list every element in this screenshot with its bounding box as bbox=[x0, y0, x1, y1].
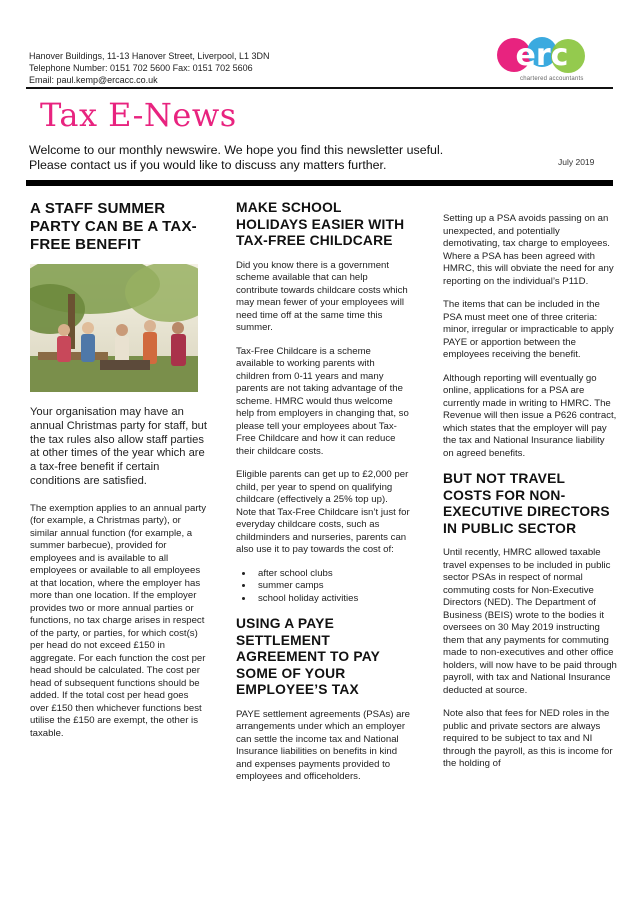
column-1 bbox=[30, 200, 208, 751]
logo-wordmark: erc bbox=[515, 38, 569, 73]
psa-paragraph-4: Although reporting will eventually go online, applications for a PSA are currently made in writing to HMRC. The Revenue will then issue a P626 contract, which states that the employer will pay the tax and National Insurance liability on agreed benefits. bbox=[443, 372, 617, 459]
contact-block bbox=[29, 50, 269, 86]
header-rule bbox=[26, 87, 613, 89]
email-line[interactable]: Email: paul.kemp@ercacc.co.uk bbox=[29, 75, 158, 85]
article-heading-summer-party: A STAFF SUMMER PARTY CAN BE A TAX-FREE BENEFIT bbox=[30, 200, 197, 253]
article-heading-paye: USING A PAYE SETTLEMENT AGREEMENT TO PAY SOME OF YOUR EMPLOYEE’S TAX bbox=[236, 616, 380, 697]
travel-paragraph-2: Note also that fees for NED roles in the public and private sectors are always required to be subject to tax and NI through the payroll, as this is income for the holding of bbox=[443, 708, 613, 769]
list-item: • after school clubs bbox=[254, 568, 410, 581]
paye-paragraph-1: PAYE settlement agreements (PSAs) are arrangements under which an employer can settle the income tax and National Insurance liabilities on benefits in kind and expenses payments provided to employees and officeholders. bbox=[236, 708, 411, 782]
childcare-paragraph-1: Did you know there is a government scheme available that can help contribute towards childcare costs which may mean fewer of your employees will need time off at the same time this summer. bbox=[236, 259, 408, 333]
childcare-paragraph-3: Eligible parents can get up to £2,000 per child, per year to spend on qualifying childcare (effectively a 25% top up). Note that Tax-Free Childcare isn’t just for everyday childcare costs, such as childminders and nurseries, parents can also use it to pay towards the cost of: bbox=[236, 469, 410, 555]
column-2 bbox=[236, 200, 410, 795]
travel-paragraph-1: Until recently, HMRC allowed taxable travel expenses to be included in public sector PSAs in respect of normal commuting costs for Non-Executive Directors (NED). The Department of Business (BEIS) wrote to the bodies it oversees on 30 May 2019 instructing them that any payments for commuting made to non-executives and other office holders, will now have to be paid through payroll, with tax and National Insurance deducted at source. bbox=[443, 547, 617, 696]
psa-paragraph-3: The items that can be included in the PSA must meet one of three criteria: minor, irregular or impracticable to apply PAYE or apportion between the employees receiving the benefit. bbox=[443, 299, 614, 360]
intro-line-1: Welcome to our monthly newswire. We hope you find this newsletter useful. bbox=[29, 143, 444, 157]
intro-line-2: Please contact us if you would like to discuss any matters further. bbox=[29, 158, 387, 172]
column-3 bbox=[443, 213, 617, 782]
psa-paragraph-2: Setting up a PSA avoids passing on an unexpected, and potentially demotivating, tax charge to employees. Where a PSA has been agreed with HMRC, this will obviate the need for any reporting on the individual’s P11D. bbox=[443, 213, 614, 287]
article-lead-summer-party: Your organisation may have an annual Christmas party for staff, but the tax rules also allow staff parties at other times of the year which are a tax-free benefit if certain conditions are satisfied. bbox=[30, 406, 208, 487]
article-body-summer-party: The exemption applies to an annual party (for example, a Christmas party), or similar annual function (for example, a summer barbecue), provided for employees and is available to all employees or available to all employees at that location, where the employer has more than one location. If the employer provides two or more annual parties or functions, no tax charge arises in respect of the party, or parties, for which cost(s) per head do not exceed £150 in aggregate. For each function the cost per head should be calculated. The cost per head of subsequent functions should be added. If the total cost per head goes over £150 then whichever functions best utilise the £150 are exempt, the other is taxable. bbox=[30, 502, 206, 739]
childcare-paragraph-2: Tax-Free Childcare is a scheme available to working parents with children from 0-11 years and many parents are not taking advantage of the scheme. HMRC would thus welcome help from employers in changing that, so please tell your employees about Tax-Free Childcare and how it can reduce their childcare costs. bbox=[236, 345, 409, 457]
summer-party-photo bbox=[30, 264, 198, 392]
article-heading-childcare: MAKE SCHOOL HOLIDAYS EASIER WITH TAX-FREE CHILDCARE bbox=[236, 200, 405, 248]
list-item: • school holiday activities bbox=[254, 593, 410, 606]
masthead-rule bbox=[26, 180, 613, 186]
childcare-bullet-list bbox=[236, 568, 410, 606]
phone-line: Telephone Number: 0151 702 5600 Fax: 0151 702 5606 bbox=[29, 63, 253, 73]
newsletter-title: Tax E-News bbox=[40, 96, 237, 134]
logo-subtitle: chartered accountants bbox=[520, 76, 584, 82]
address-line: Hanover Buildings, 11-13 Hanover Street, Liverpool, L1 3DN bbox=[29, 51, 270, 61]
list-item: • summer camps bbox=[254, 580, 410, 593]
issue-date: July 2019 bbox=[558, 157, 595, 167]
intro-text bbox=[29, 143, 499, 173]
article-heading-travel-costs: BUT NOT TRAVEL COSTS FOR NON-EXECUTIVE DIRECTORS IN PUBLIC SECTOR bbox=[443, 471, 610, 536]
